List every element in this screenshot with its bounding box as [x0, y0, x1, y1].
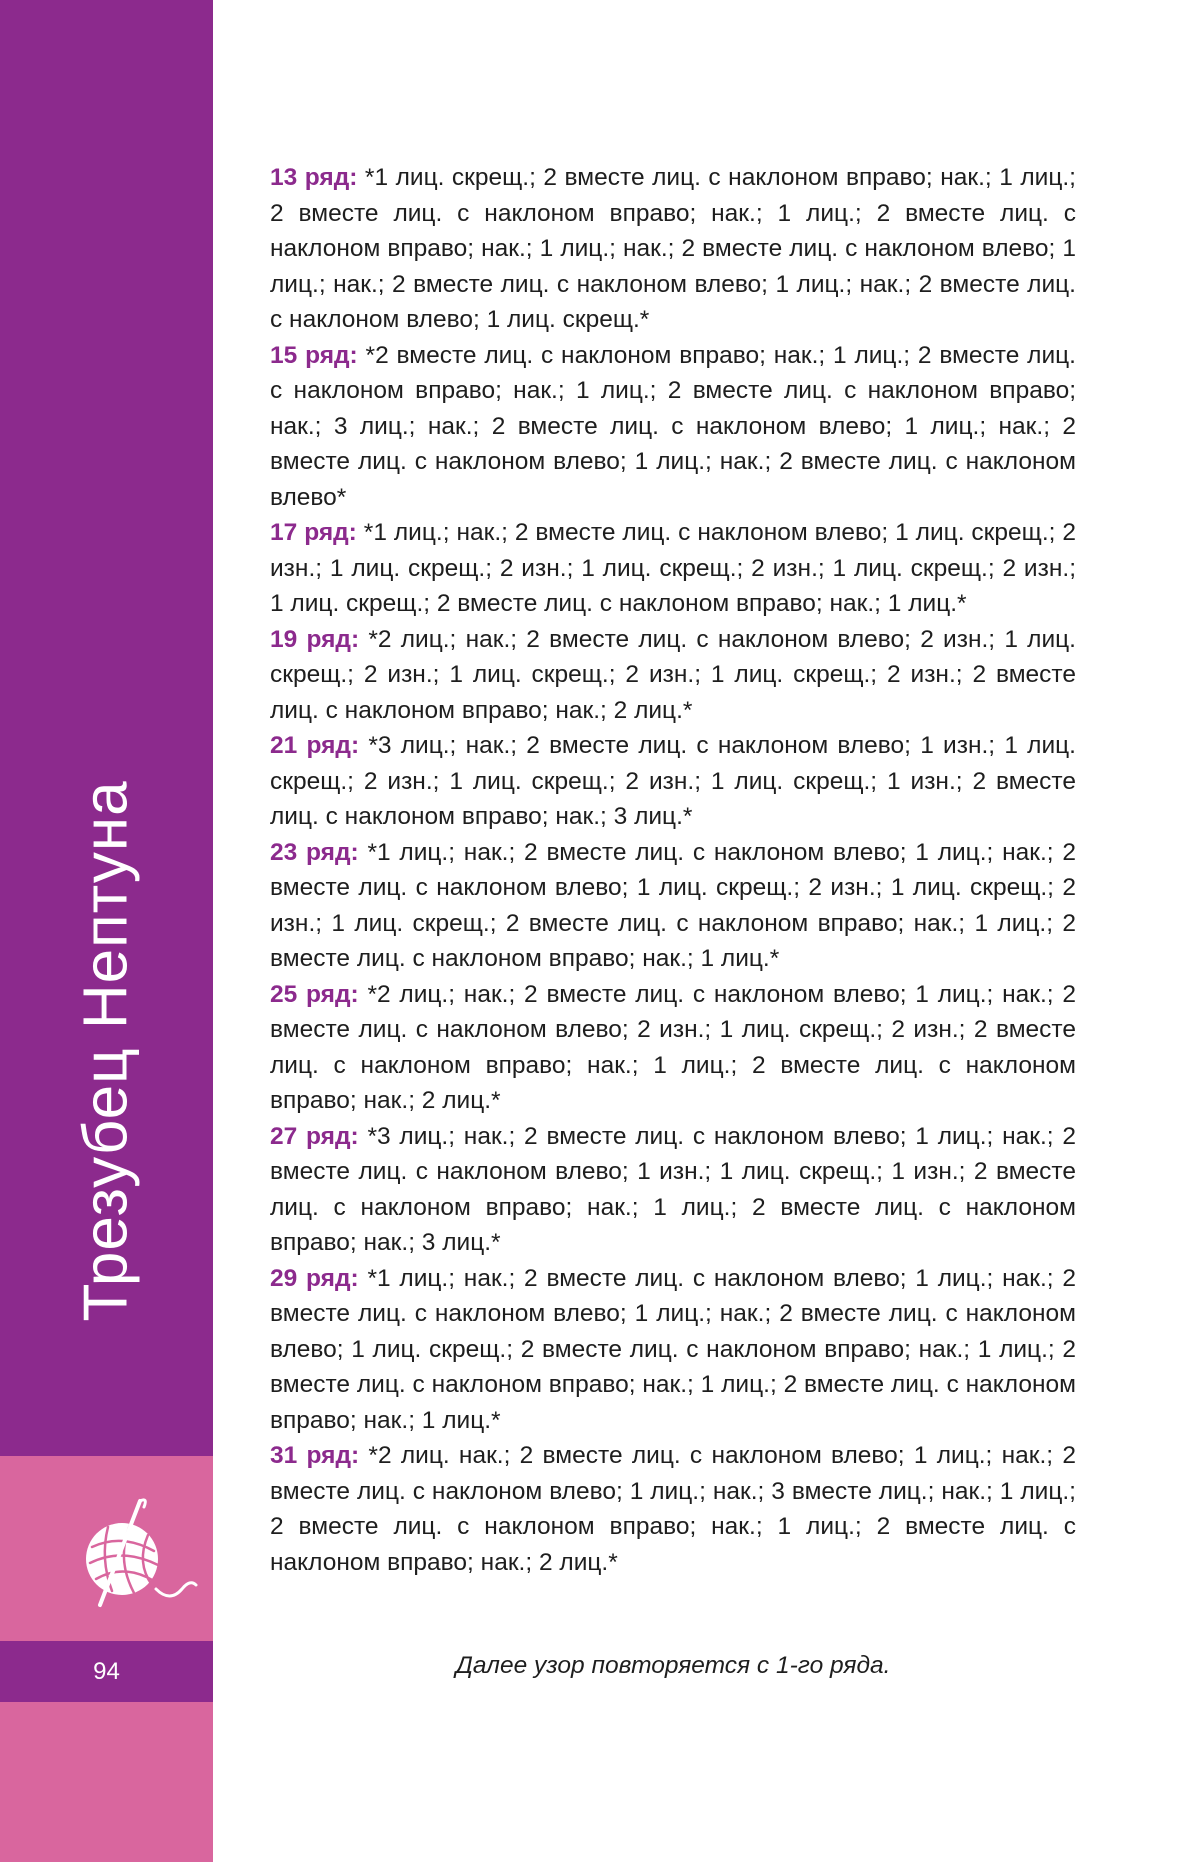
pattern-row	[270, 1438, 1076, 1580]
pattern-row	[270, 515, 1076, 622]
row-label: 17 ряд:	[270, 519, 357, 546]
row-text: *2 лиц. нак.; 2 вместе лиц. с наклоном влево; 1 лиц.; нак.; 2 вместе лиц. с наклоном влево; 1 лиц.; нак.; 3 вместе лиц.; нак.; 1 лиц.; 2 вместе лиц. с наклоном вправо; нак.; 1 лиц.; 2 вместе лиц. с наклоном вправо; нак.; 2 лиц.*	[270, 1442, 1076, 1576]
footer-note: Далее узор повторяется с 1-го ряда.	[455, 1652, 891, 1679]
section-title: Трезубец Нептуна	[71, 780, 141, 1322]
row-text: *1 лиц. скрещ.; 2 вместе лиц. с наклоном вправо; нак.; 1 лиц.; 2 вместе лиц. с наклоном вправо; нак.; 1 лиц.; 2 вместе лиц. с наклоном вправо; нак.; 1 лиц.; нак.; 2 вместе лиц. с наклоном влево; 1 лиц.; нак.; 2 вместе лиц. с наклоном влево; 1 лиц.; нак.; 2 вместе лиц. с наклоном влево; 1 лиц. скрещ.*	[270, 164, 1076, 333]
row-text: *3 лиц.; нак.; 2 вместе лиц. с наклоном влево; 1 изн.; 1 лиц. скрещ.; 2 изн.; 1 лиц. скрещ.; 2 изн.; 1 лиц. скрещ.; 1 изн.; 2 вместе лиц. с наклоном вправо; нак.; 3 лиц.*	[270, 732, 1076, 830]
pattern-row	[270, 1261, 1076, 1439]
row-text: *3 лиц.; нак.; 2 вместе лиц. с наклоном влево; 1 лиц.; нак.; 2 вместе лиц. с наклоном влево; 1 изн.; 1 лиц. скрещ.; 1 изн.; 2 вместе лиц. с наклоном вправо; нак.; 1 лиц.; 2 вместе лиц. с наклоном вправо; нак.; 3 лиц.*	[270, 1122, 1076, 1256]
pattern-row	[270, 835, 1076, 977]
pattern-row	[270, 977, 1076, 1119]
row-label: 27 ряд:	[270, 1122, 359, 1150]
row-text: *2 вместе лиц. с наклоном вправо; нак.; 1 лиц.; 2 вместе лиц. с наклоном вправо; нак.; 1 лиц.; 2 вместе лиц. с наклоном вправо; нак.; 3 лиц.; нак.; 2 вместе лиц. с наклоном влево; 1 лиц.; нак.; 2 вместе лиц. с наклоном влево; 1 лиц.; нак.; 2 вместе лиц. с наклоном влево*	[270, 341, 1076, 511]
row-text: *2 лиц.; нак.; 2 вместе лиц. с наклоном влево; 2 изн.; 1 лиц. скрещ.; 2 изн.; 1 лиц. скрещ.; 2 изн.; 1 лиц. скрещ.; 2 изн.; 2 вместе лиц. с наклоном вправо; нак.; 2 лиц.*	[270, 625, 1076, 724]
row-text: *1 лиц.; нак.; 2 вместе лиц. с наклоном влево; 1 лиц. скрещ.; 2 изн.; 1 лиц. скрещ.; 2 изн.; 1 лиц. скрещ.; 2 изн.; 1 лиц. скрещ.; 2 изн.; 1 лиц. скрещ.; 2 вместе лиц. с наклоном вправо; нак.; 1 лиц.*	[270, 519, 1076, 617]
row-label: 13 ряд:	[270, 164, 358, 191]
row-label: 19 ряд:	[270, 625, 360, 653]
page-number: 94	[93, 1658, 120, 1685]
row-text: *1 лиц.; нак.; 2 вместе лиц. с наклоном влево; 1 лиц.; нак.; 2 вместе лиц. с наклоном влево; 1 лиц.; нак.; 2 вместе лиц. с наклоном влево; 1 лиц. скрещ.; 2 вместе лиц. с наклоном вправо; нак.; 1 лиц.; 2 вместе лиц. с наклоном вправо; нак.; 1 лиц.; 2 вместе лиц. с наклоном вправо; нак.; 1 лиц.*	[270, 1264, 1076, 1434]
sidebar-bottom-panel	[0, 1702, 213, 1862]
row-label: 15 ряд:	[270, 341, 358, 369]
row-label: 31 ряд:	[270, 1442, 360, 1469]
pattern-row	[270, 622, 1076, 729]
row-text: *1 лиц.; нак.; 2 вместе лиц. с наклоном влево; 1 лиц.; нак.; 2 вместе лиц. с наклоном влево; 1 лиц. скрещ.; 2 изн.; 1 лиц. скрещ.; 2 изн.; 1 лиц. скрещ.; 2 вместе лиц. с наклоном вправо; нак.; 1 лиц.; 2 вместе лиц. с наклоном вправо; нак.; 1 лиц.*	[270, 838, 1076, 972]
yarn-ball-with-crochet-hook-icon	[78, 1493, 200, 1611]
pattern-row	[270, 1119, 1076, 1261]
pattern-instructions	[270, 160, 1076, 1580]
row-label: 29 ряд:	[270, 1264, 359, 1292]
row-text: *2 лиц.; нак.; 2 вместе лиц. с наклоном влево; 1 лиц.; нак.; 2 вместе лиц. с наклоном влево; 2 изн.; 1 лиц. скрещ.; 2 изн.; 2 вместе лиц. с наклоном вправо; нак.; 1 лиц.; 2 вместе лиц. с наклоном вправо; нак.; 2 лиц.*	[270, 980, 1076, 1114]
pattern-row	[270, 160, 1076, 338]
pattern-row	[270, 728, 1076, 835]
row-label: 23 ряд:	[270, 838, 359, 866]
pattern-row	[270, 338, 1076, 516]
row-label: 21 ряд:	[270, 732, 360, 759]
row-label: 25 ряд:	[270, 980, 359, 1008]
